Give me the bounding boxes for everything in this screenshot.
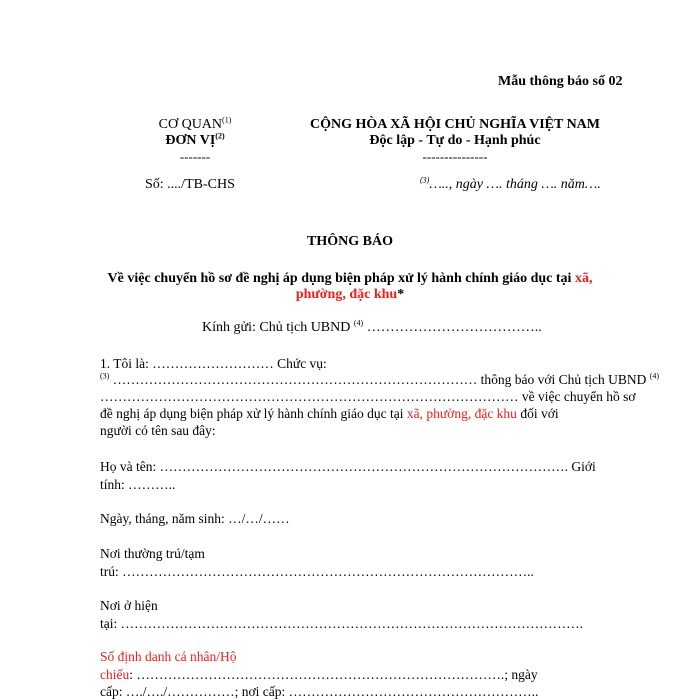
id-number-field: chiếu: ……………………………………………………………………….; ngày bbox=[100, 667, 538, 682]
agency-name-line2: ĐƠN VỊ$^{(2)}$ bbox=[165, 131, 225, 148]
agency-name-line1: CƠ QUAN$^{(1)}$ bbox=[158, 115, 232, 132]
current-address-label: Nơi ở hiện bbox=[100, 598, 158, 613]
date-of-birth-field: Ngày, tháng, năm sinh: …/…/…… bbox=[100, 511, 290, 526]
form-number: Mẫu thông báo số 02 bbox=[498, 74, 623, 89]
document-subject-line1: Về việc chuyển hồ sơ đề nghị áp dụng biện pháp xử lý hành chính giáo dục tại xã, bbox=[107, 271, 593, 286]
gender-field: tính: ……….. bbox=[100, 477, 176, 492]
reporter-line: 1. Tôi là: ……………………… Chức vụ: bbox=[100, 356, 327, 371]
document-number: Số: ..../TB-CHS bbox=[145, 177, 235, 192]
person-intro-line: người có tên sau đây: bbox=[100, 423, 216, 438]
document-subject-line2: phường, đặc khu* bbox=[295, 287, 405, 302]
full-name-field: Họ và tên: ………………………………………………………………………………. Giới bbox=[100, 459, 596, 474]
agency-divider: ------- bbox=[179, 149, 211, 164]
measure-line: đề nghị áp dụng biện pháp xử lý hành chính giáo dục tại xã, phường, đặc khu đối với bbox=[100, 406, 559, 421]
residence-label: Nơi thường trú/tạm bbox=[100, 546, 205, 561]
republic-title: CỘNG HÒA XÃ HỘI CHỦ NGHĨA VIỆT NAM bbox=[309, 117, 600, 132]
current-address-field: tại: …………………………………………………………………………………………. bbox=[100, 616, 583, 631]
reporter-agency-line: $^{(3)}$ ……………………………………………………………………… thông báo với Chủ tịch UBND $^{(4)}$ bbox=[100, 371, 660, 387]
document-date: $^{(3)}$….., ngày …. tháng …. năm…. bbox=[420, 175, 601, 192]
document-title: THÔNG BÁO bbox=[307, 234, 393, 249]
transfer-line: ………………………………………………………………………………… về việc chuyển hồ sơ bbox=[100, 389, 636, 404]
id-number-label: Số định danh cá nhân/Hộ bbox=[100, 649, 237, 664]
id-issue-field: cấp: …./…./……………; nơi cấp: ……………………………………………….. bbox=[100, 684, 539, 699]
republic-divider: --------------- bbox=[422, 149, 488, 164]
republic-motto: Độc lập - Tự do - Hạnh phúc bbox=[369, 133, 541, 148]
residence-field: trú: ……………………………………………………………………………….. bbox=[100, 564, 534, 579]
addressee: Kính gửi: Chủ tịch UBND $^{(4)}$ ……………………………….. bbox=[202, 318, 542, 335]
